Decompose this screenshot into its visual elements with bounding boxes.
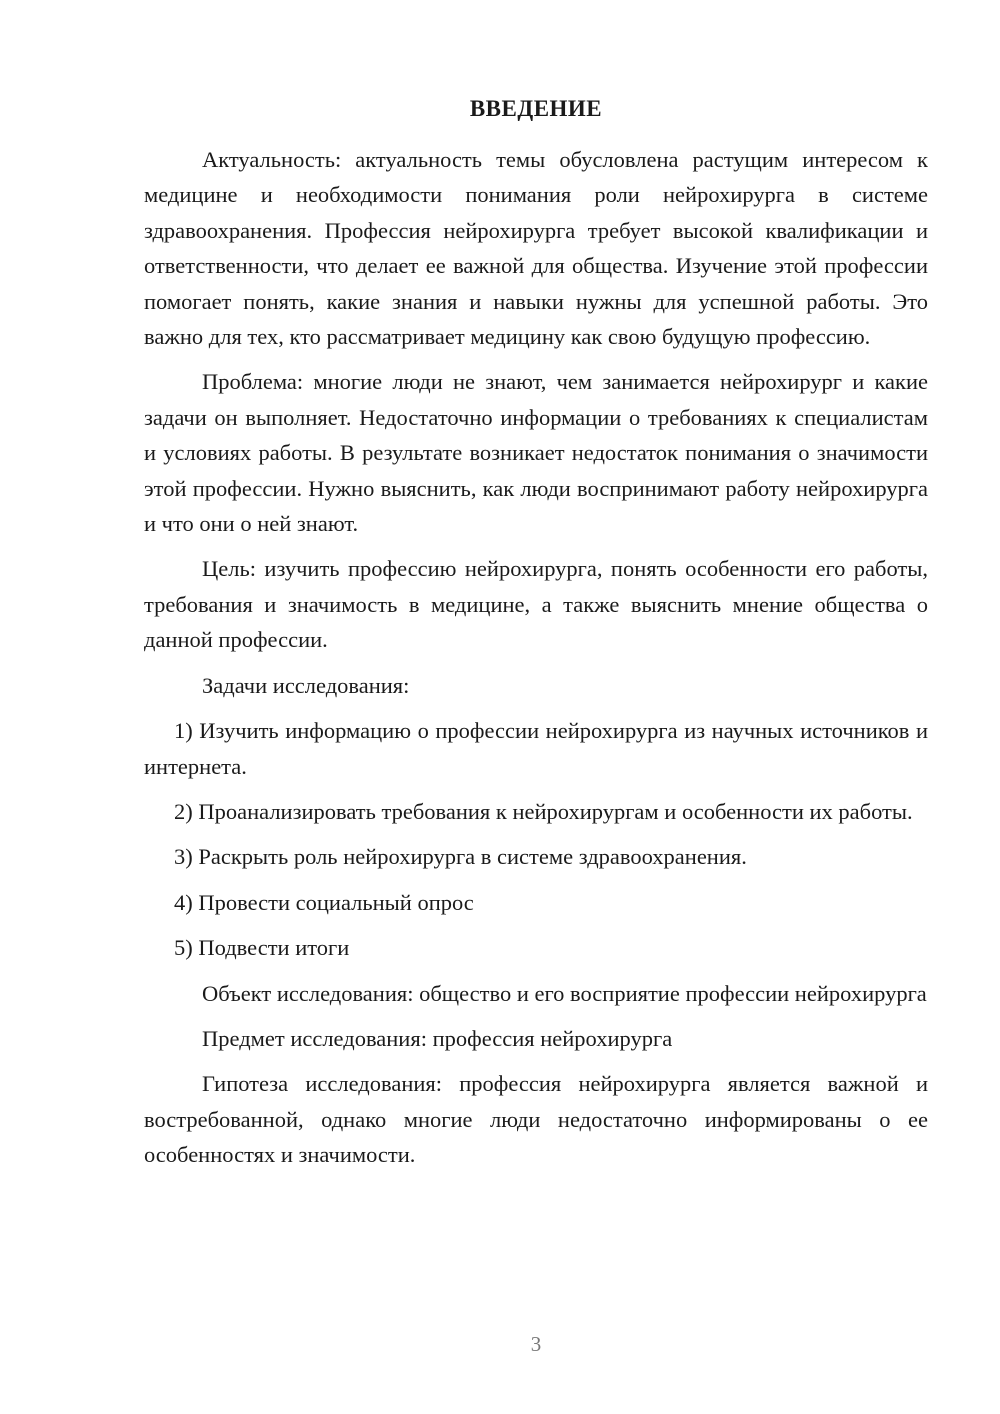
paragraph-goal: Цель: изучить профессию нейрохирурга, понять особенности его работы, требования и значимость в медицине, а также выяснить мнение общества о данной профессии. [144, 556, 928, 653]
paragraph-hypothesis: Гипотеза исследования: профессия нейрохирурга является важной и востребованной, однако многие люди недостаточно информированы о ее особенностях и значимости. [144, 1071, 928, 1168]
paragraph-subject: Предмет исследования: профессия нейрохирурга [202, 1025, 673, 1051]
page-title: ВВЕДЕНИЕ [469, 96, 603, 121]
list-item: 1) Изучить информацию о профессии нейрохирурга из научных источников и интернета. [144, 718, 928, 779]
page-number: 3 [530, 1332, 542, 1356]
paragraph-relevance: Актуальность: актуальность темы обусловлена растущим интересом к медицине и необходимости понимания роли нейрохирурга в системе здравоохранения. Профессия нейрохирурга требует высокой квалификации и ответственности, что делает ее важной для общества. Изучение этой профессии помогает понять, какие знания и навыки нужны для успешной работы. Это важно для тех, кто рассматривает медицину как свою будущую профессию. [144, 147, 928, 350]
list-item: 3) Раскрыть роль нейрохирурга в системе здравоохранения. [174, 844, 747, 870]
paragraph-object: Объект исследования: общество и его восприятие профессии нейрохирурга [202, 980, 927, 1006]
list-item: 4) Провести социальный опрос [174, 889, 474, 915]
list-item: 2) Проанализировать требования к нейрохирургам и особенности их работы. [174, 798, 913, 824]
paragraph-problem: Проблема: многие люди не знают, чем занимается нейрохирург и какие задачи он выполняет. Недостаточно информации о требованиях к специалистам и условиях работы. В результате возникает недостаток понимания о значимости этой профессии. Нужно выяснить, как люди воспринимают работу нейрохирурга и что они о ней знают. [144, 369, 928, 537]
list-item: 5) Подвести итоги [174, 935, 350, 961]
tasks-list [144, 713, 928, 965]
document-body [144, 142, 928, 1183]
tasks-heading: Задачи исследования: [202, 672, 410, 698]
